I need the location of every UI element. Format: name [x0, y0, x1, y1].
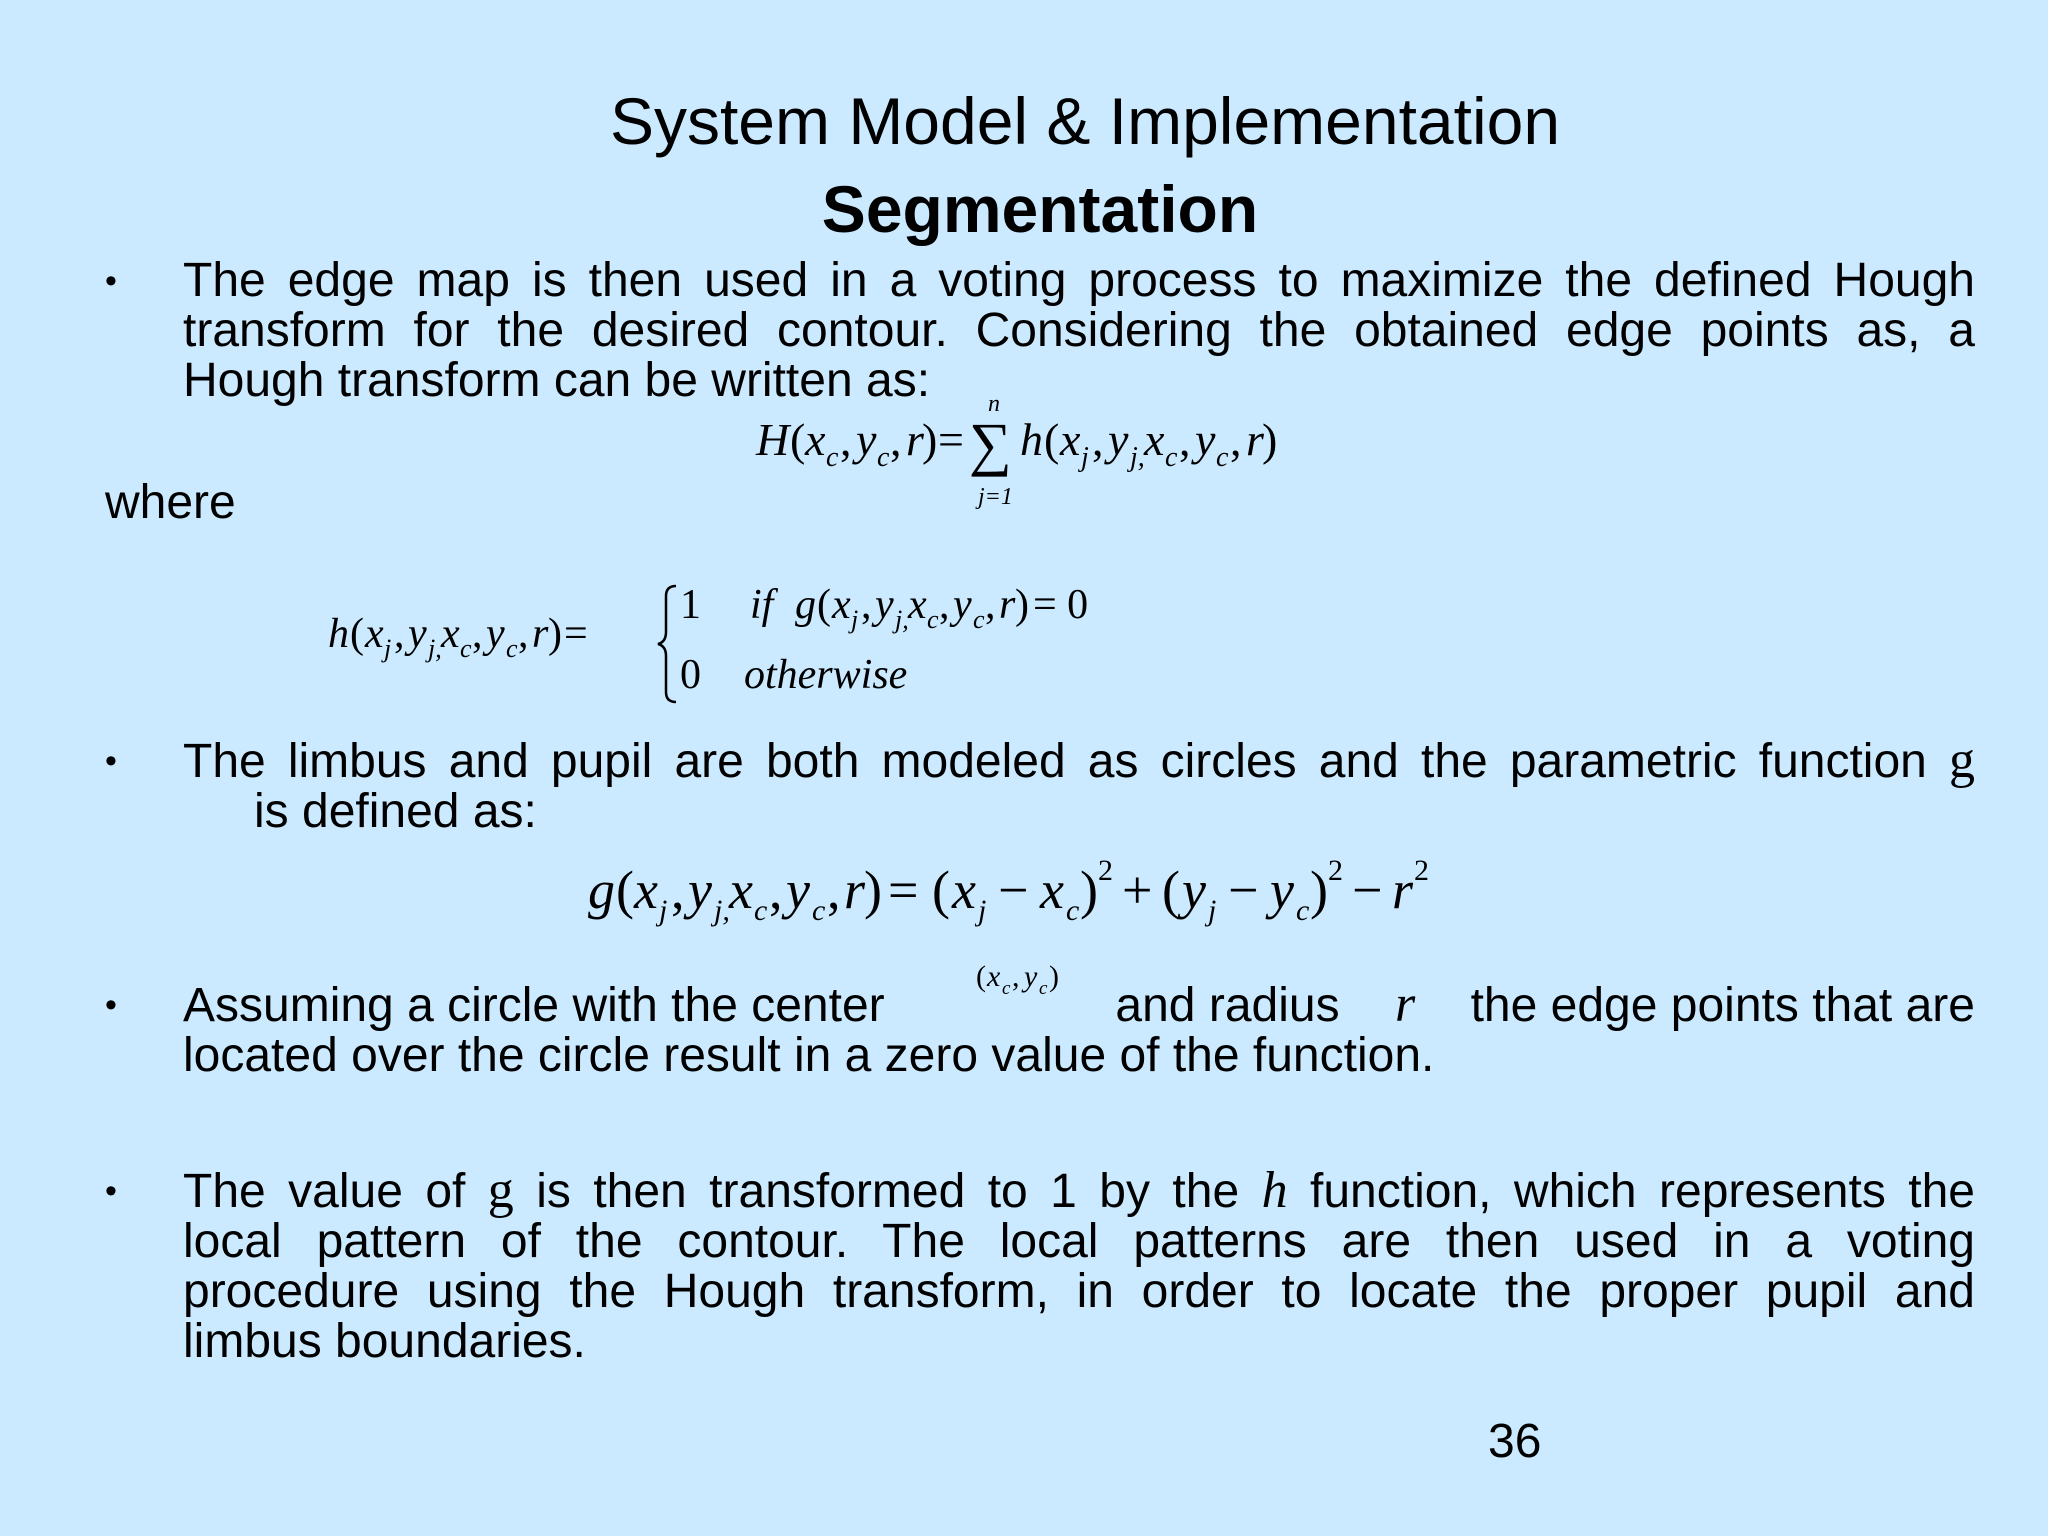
- bullet-paragraph-circle-model: [183, 732, 1975, 838]
- h-function-piecewise-equation: [328, 580, 1188, 710]
- text-line: The edge map is then used in a voting process to maximize the defined Hough: [183, 254, 1975, 307]
- svg-text:c: c: [506, 634, 518, 663]
- text-segment: and radius: [1115, 979, 1340, 1032]
- svg-text:j,: j,: [1130, 442, 1145, 473]
- svg-text:,: ,: [861, 582, 872, 628]
- text-segment: function, which represents the: [1287, 1165, 1976, 1218]
- svg-text:j: j: [851, 605, 859, 634]
- svg-text:2: 2: [1414, 854, 1429, 887]
- svg-text:r: r: [844, 860, 866, 920]
- svg-text:−: −: [1352, 860, 1383, 920]
- svg-text:c: c: [1039, 978, 1048, 999]
- case-otherwise: otherwise: [744, 652, 908, 698]
- svg-text:c: c: [1002, 978, 1011, 999]
- svg-text:(: (: [976, 960, 986, 993]
- text-line: Hough transform can be written as:: [183, 354, 931, 407]
- svg-text:(: (: [932, 860, 950, 920]
- svg-text:y: y: [875, 582, 894, 628]
- svg-text:(: (: [350, 611, 364, 657]
- svg-text:−: −: [998, 860, 1029, 920]
- svg-text:x: x: [987, 960, 1001, 993]
- svg-text:): ): [1015, 582, 1029, 628]
- svg-text:y: y: [486, 611, 505, 657]
- svg-text:2: 2: [1328, 854, 1343, 887]
- svg-text:x: x: [634, 860, 658, 920]
- bullet-paragraph-voting-procedure: [183, 1162, 1976, 1368]
- svg-text:c: c: [973, 605, 985, 634]
- svg-text:c: c: [826, 442, 839, 473]
- svg-text:,: ,: [472, 611, 483, 657]
- svg-text:,: ,: [1179, 414, 1191, 465]
- svg-text:,: ,: [518, 611, 529, 657]
- text-line: local pattern of the contour. The local patterns are then used in a voting: [183, 1215, 1975, 1268]
- svg-text:j: j: [659, 894, 668, 927]
- hough-transform-equation: [756, 392, 1396, 517]
- svg-text:,: ,: [890, 414, 902, 465]
- svg-text:y: y: [688, 860, 712, 920]
- svg-text:x: x: [908, 582, 927, 628]
- svg-text:c: c: [1165, 442, 1178, 473]
- text-segment: is then transformed to 1 by the: [513, 1165, 1262, 1218]
- svg-text:,: ,: [840, 414, 852, 465]
- svg-text:y: y: [408, 611, 427, 657]
- svg-text:y: y: [1195, 414, 1216, 465]
- bullet-marker: •: [105, 1172, 117, 1210]
- bullet-marker: •: [105, 986, 117, 1024]
- sum-lower-limit: j=1: [978, 484, 1013, 510]
- svg-text:r: r: [532, 611, 549, 657]
- circle-center-notation: [976, 956, 1096, 1006]
- bullet-marker: •: [105, 742, 117, 780]
- g-function-equation: [588, 852, 1548, 942]
- svg-text:(: (: [817, 582, 831, 628]
- svg-text:): ): [1310, 860, 1328, 920]
- text-segment: The limbus and pupil are both modeled as circles and the parametric function: [183, 735, 1949, 788]
- svg-text:x: x: [1040, 860, 1064, 920]
- svg-text:j,: j,: [428, 634, 442, 663]
- bullet-marker: •: [105, 262, 117, 300]
- svg-text:y: y: [1270, 860, 1294, 920]
- svg-text:=: =: [888, 860, 919, 920]
- svg-text:−: −: [1228, 860, 1259, 920]
- svg-text:y: y: [1108, 414, 1129, 465]
- text-line: located over the circle result in a zero value of the function.: [183, 1029, 1435, 1082]
- svg-text:y: y: [1024, 960, 1038, 993]
- svg-text:,: ,: [671, 860, 685, 920]
- svg-text:r: r: [999, 582, 1016, 628]
- svg-text:j: j: [384, 634, 392, 663]
- text-segment: the edge points that are: [1470, 979, 1975, 1032]
- case-equals-zero: = 0: [1033, 582, 1089, 628]
- text-line: limbus boundaries.: [183, 1315, 586, 1368]
- svg-text:2: 2: [1098, 854, 1113, 887]
- bullet-paragraph-hough-intro: [183, 256, 1975, 406]
- svg-text:∑: ∑: [969, 411, 1012, 477]
- svg-text:j: j: [978, 894, 987, 927]
- svg-text:(: (: [1162, 860, 1180, 920]
- svg-text:c: c: [1066, 894, 1080, 927]
- svg-text:,: ,: [1012, 960, 1020, 993]
- svg-text:x: x: [1144, 414, 1165, 465]
- svg-text:x: x: [832, 582, 851, 628]
- svg-text:r: r: [1246, 414, 1264, 465]
- svg-text:x: x: [805, 414, 826, 465]
- text-segment: The value of: [183, 1165, 488, 1218]
- svg-text:j,: j,: [895, 605, 909, 634]
- text-line: [183, 732, 1975, 789]
- svg-text:c: c: [812, 894, 826, 927]
- svg-text:,: ,: [827, 860, 841, 920]
- svg-text:c: c: [927, 605, 939, 634]
- svg-text:x: x: [729, 860, 753, 920]
- svg-text:): ): [1262, 414, 1278, 465]
- symbol-g: g: [487, 1162, 514, 1219]
- svg-text:h: h: [1020, 414, 1043, 465]
- svg-text:y: y: [1182, 860, 1206, 920]
- svg-text:c: c: [460, 634, 472, 663]
- svg-text:+: +: [1122, 860, 1153, 920]
- svg-text:(: (: [616, 860, 634, 920]
- svg-text:x: x: [441, 611, 460, 657]
- svg-text:j,: j,: [714, 894, 730, 927]
- text-line: is defined as:: [254, 785, 537, 838]
- case-value-one: 1: [680, 582, 701, 628]
- svg-text:g: g: [795, 582, 816, 628]
- symbol-h: h: [1261, 1162, 1288, 1219]
- svg-text:): ): [1080, 860, 1098, 920]
- svg-text:c: c: [877, 442, 890, 473]
- svg-text:h: h: [328, 611, 349, 657]
- svg-text:,: ,: [1230, 414, 1242, 465]
- text-line: transform for the desired contour. Considering the obtained edge points as, a: [183, 304, 1975, 357]
- text-segment: Assuming a circle with the center: [183, 979, 885, 1032]
- case-if-keyword: if: [750, 582, 774, 628]
- svg-text:=: =: [938, 414, 964, 465]
- svg-text:j: j: [1081, 442, 1089, 473]
- svg-text:(: (: [1044, 414, 1060, 465]
- text-line: procedure using the Hough transform, in order to locate the proper pupil and: [183, 1265, 1975, 1318]
- svg-text:,: ,: [939, 582, 950, 628]
- svg-text:H: H: [756, 414, 790, 465]
- svg-text:y: y: [786, 860, 810, 920]
- slide-title: System Model & Implementation: [609, 84, 1561, 158]
- svg-text:=: =: [564, 611, 588, 657]
- svg-text:(: (: [790, 414, 806, 465]
- svg-text:,: ,: [985, 582, 996, 628]
- where-label: where: [105, 476, 236, 529]
- svg-text:): ): [864, 860, 882, 920]
- svg-text:x: x: [1060, 414, 1081, 465]
- svg-text:r: r: [906, 414, 924, 465]
- svg-text:c: c: [754, 894, 768, 927]
- svg-text:x: x: [365, 611, 384, 657]
- page-number: 36: [1488, 1415, 1542, 1468]
- text-line: [183, 1162, 1976, 1219]
- svg-text:,: ,: [394, 611, 405, 657]
- symbol-g: g: [1949, 732, 1975, 789]
- svg-text:,: ,: [769, 860, 783, 920]
- symbol-r: r: [1394, 976, 1416, 1033]
- svg-text:j: j: [1208, 894, 1217, 927]
- sum-upper-limit: n: [988, 391, 1000, 417]
- svg-text:c: c: [1296, 894, 1310, 927]
- svg-text:x: x: [952, 860, 976, 920]
- svg-text:y: y: [856, 414, 877, 465]
- svg-text:,: ,: [1092, 414, 1104, 465]
- svg-text:): ): [1049, 960, 1059, 993]
- case-value-zero: 0: [680, 652, 701, 698]
- svg-text:y: y: [953, 582, 972, 628]
- svg-text:g: g: [588, 860, 615, 920]
- svg-text:r: r: [1392, 860, 1414, 920]
- svg-text:c: c: [1216, 442, 1229, 473]
- svg-text:): ): [922, 414, 938, 465]
- svg-text:): ): [548, 611, 562, 657]
- slide-subtitle: Segmentation: [821, 172, 1259, 246]
